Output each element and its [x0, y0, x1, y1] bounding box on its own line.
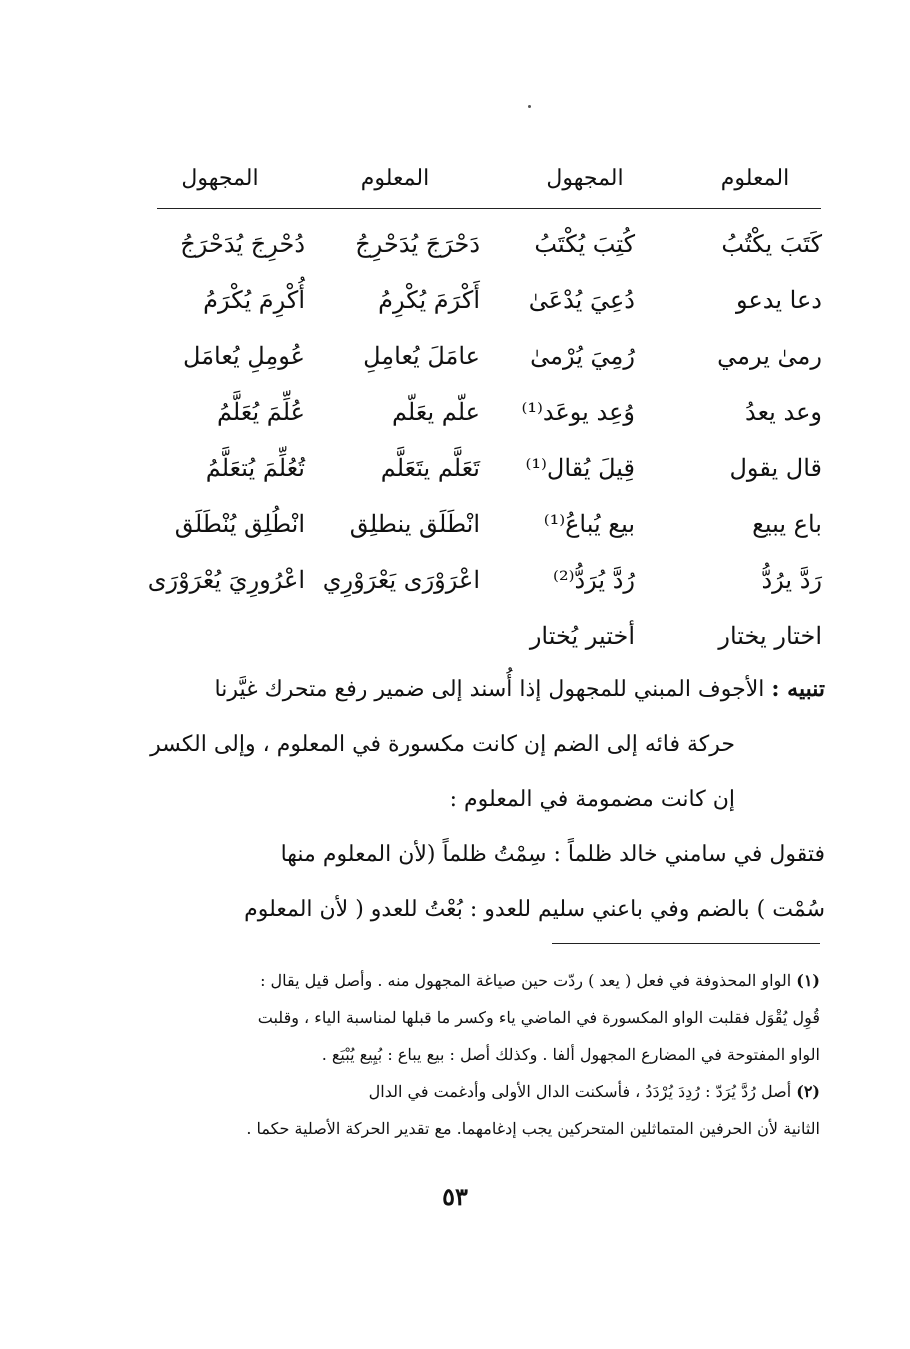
table-cell: بيع يُباعُ⁽¹⁾ [543, 510, 635, 538]
header-known-2: المعلوم [360, 166, 430, 191]
table-cell: تُعُلِّمَ يُتعَلَّمُ [205, 454, 305, 482]
header-passive-2: المجهول [181, 166, 259, 191]
table-cell: علّم يعَلّم [391, 398, 480, 426]
note-label: تنبيه : [771, 676, 825, 702]
header-divider [157, 208, 821, 209]
verb-table [147, 222, 830, 670]
note-line: حركة فائه إلى الضم إن كانت مكسورة في المعلوم ، وإلى الكسر [150, 732, 735, 757]
table-cell: عُومِلِ يُعامَل [183, 342, 305, 370]
table-cell: دَحْرَجَ يُدَحْرِجُ [355, 230, 480, 258]
table-cell: كُتِبَ يُكْتَبُ [534, 230, 635, 258]
table-cell: تَعَلَّم يتَعَلَّم [380, 454, 480, 482]
footnote-line: الثانية لأن الحرفين المتماثلين المتحركين يجب إدغامهما. مع تقدير الحركة الأصلية حكما . [246, 1119, 820, 1138]
table-cell: أختير يُختار [529, 622, 635, 650]
header-passive-1: المجهول [546, 166, 624, 191]
table-cell: رمىٰ يرمي [717, 342, 822, 370]
table-cell: عامَلَ يُعامِلِ [363, 342, 480, 370]
table-cell: رَدَّ يرُدُّ [761, 566, 822, 594]
table-row [150, 334, 830, 390]
table-cell: دعا يدعو [736, 286, 822, 314]
note-text: الأجوف المبني للمجهول إذا أُسند إلى ضمير رفع متحرك غيَّرنا [214, 677, 765, 702]
footnote-number: (١) [796, 971, 820, 990]
table-cell: اعْرَوْرَى يَعْرَوْرِي [322, 566, 480, 594]
table-cell: اعْرُورِيَ يُعْرَوْرَى [147, 566, 305, 594]
table-cell: رُمِيَ يُرْمىٰ [530, 342, 635, 370]
table-cell: أُكْرِمَ يُكْرَمُ [203, 286, 305, 314]
page-number: ٥٣ [442, 1182, 468, 1211]
header-known-1: المعلوم [720, 166, 790, 191]
table-header-row [150, 166, 830, 202]
note-paragraph [150, 662, 825, 937]
table-row [150, 222, 830, 278]
table-cell: كَتَبَ يكْتُبُ [721, 230, 822, 258]
table-row [150, 390, 830, 446]
footnote-divider [552, 943, 820, 944]
table-cell: قِيلَ يُقال⁽¹⁾ [525, 454, 635, 482]
table-cell: دُعِيَ يُدْعَىٰ [528, 286, 635, 314]
table-cell: انْطُلِق يُنْطَلَق [174, 510, 305, 538]
footnote-line: قُوِل يُقْوَل فقلبت الواو المكسورة في الماضي ياء وكسر ما قبلها لمناسبة الياء ، وقلبت [257, 1008, 820, 1027]
table-cell: عُلِّمَ يُعَلَّمُ [216, 398, 305, 426]
table-cell: دُحْرِجَ يُدَحْرَجُ [180, 230, 305, 258]
table-cell: أَكْرَمَ يُكْرِمُ [378, 286, 480, 314]
table-cell: انْطَلَق ينطلِق [349, 510, 480, 538]
table-cell: باع يبيع [752, 510, 822, 538]
footnote-line: الواو المفتوحة في المضارع المجهول ألفا . وكذلك أصل : بيع يباع : بُيِيع يُبْيَع . [321, 1045, 820, 1064]
table-row [150, 502, 830, 558]
table-cell: اختار يختار [718, 622, 822, 650]
footnote-line [150, 1073, 820, 1110]
footnotes [150, 962, 820, 1147]
note-line [150, 662, 825, 717]
table-row [150, 278, 830, 334]
scan-speck [528, 105, 531, 108]
table-cell: رُدَّ يُرَدُّ⁽²⁾ [553, 566, 635, 594]
table-cell: وُعِد يوعَد⁽¹⁾ [521, 398, 635, 426]
table-row [147, 558, 830, 614]
footnote-text: الواو المحذوفة في فعل ( يعد ) ردّت حين صياغة المجهول منه . وأصل قيل يقال : [260, 971, 792, 990]
table-cell: وعد يعدُ [745, 398, 822, 426]
note-line: سُمْت ) بالضم وفي باعني سليم للعدو : بُعْتُ للعدو ( لأن المعلوم [244, 897, 825, 922]
table-row [150, 446, 830, 502]
table-cell: قال يقول [729, 454, 822, 482]
footnote-line [150, 962, 820, 999]
footnote-number: (٢) [796, 1082, 820, 1101]
note-line: فتقول في سامني خالد ظلماً : سِمْتُ ظلماً (لأن المعلوم منها [280, 842, 825, 867]
note-line: إن كانت مضمومة في المعلوم : [449, 787, 735, 812]
footnote-text: أصل رُدَّ يُرَدّ : رُدِدَ يُرْدَدُ ، فأسكنت الدال الأولى وأدغمت في الدال [368, 1082, 792, 1101]
